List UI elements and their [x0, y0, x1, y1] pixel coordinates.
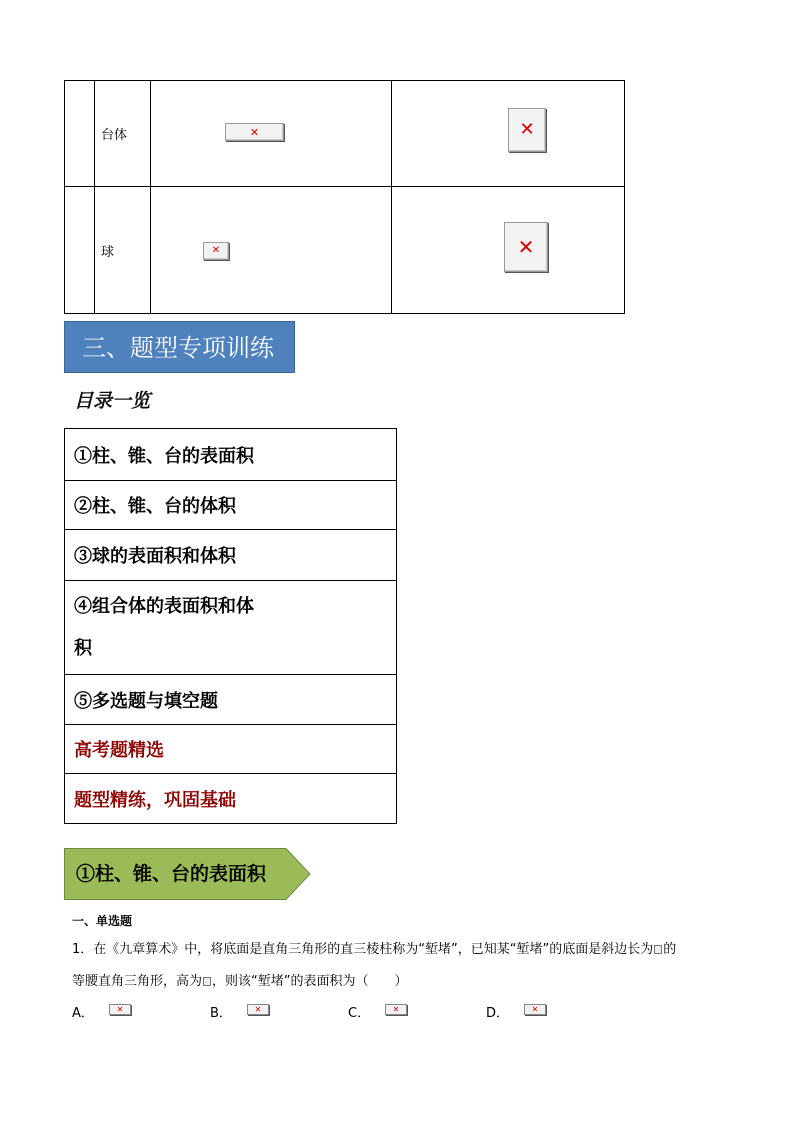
toc-label: 目录一览	[74, 390, 151, 412]
topic-banner-label: ①柱、锥、台的表面积	[76, 863, 267, 885]
question-text-line	[72, 970, 408, 989]
toc-item-label: ①柱、锥、台的表面积	[74, 445, 254, 467]
broken-image-icon	[654, 945, 662, 954]
question-text: 1．在《九章算术》中，将底面是直角三角形的直三棱柱称为“堑堵”，已知某“堑堵”的底面是斜边长为	[72, 942, 654, 957]
topic-banner	[64, 848, 311, 900]
toc-item[interactable]	[65, 530, 396, 581]
figure-cell	[392, 187, 625, 314]
toc-item[interactable]	[65, 581, 396, 675]
broken-image-icon[interactable]: ✕	[109, 1004, 131, 1015]
option-d-label: D．	[486, 1006, 510, 1021]
table-row	[65, 81, 625, 187]
question-type-heading: 一、单选题	[72, 914, 133, 928]
toc-item-label: 高考题精选	[74, 740, 164, 761]
broken-image-icon[interactable]: ✕	[524, 1004, 546, 1015]
row-name-cell: 球	[95, 187, 151, 314]
toc-item-label-continued: 积	[74, 637, 92, 659]
formula-table	[64, 80, 625, 314]
option-a-label: A．	[72, 1006, 94, 1021]
broken-image-icon: ✕	[225, 123, 284, 141]
table-merged-cell	[65, 187, 95, 314]
question-text: 等腰直角三角形，高为	[72, 974, 203, 989]
option-b-label: B．	[210, 1006, 232, 1021]
question-text: 的	[663, 942, 677, 957]
broken-image-icon[interactable]: ✕	[247, 1004, 269, 1015]
broken-image-icon: ✕	[504, 222, 548, 272]
option-c-label: C．	[348, 1006, 371, 1021]
section-heading: 三、题型专项训练	[64, 321, 295, 373]
row-name-cell: 台体	[95, 81, 151, 187]
toc-item[interactable]	[65, 429, 396, 481]
question-text-line	[72, 938, 676, 957]
formula-cell	[151, 187, 392, 314]
broken-image-icon: ✕	[203, 242, 229, 260]
toc-item-label: ⑤多选题与填空题	[74, 690, 218, 712]
broken-image-icon: ✕	[508, 108, 546, 152]
toc-item-label: ④组合体的表面积和体	[74, 595, 254, 617]
question-text: ，则该“堑堵”的表面积为（ ）	[212, 974, 408, 989]
broken-image-icon	[203, 977, 211, 986]
broken-image-icon[interactable]: ✕	[385, 1004, 407, 1015]
toc-list	[64, 428, 397, 824]
toc-item[interactable]	[65, 774, 396, 823]
figure-cell	[392, 81, 625, 187]
toc-item-label: 题型精练，巩固基础	[74, 789, 236, 811]
formula-cell	[151, 81, 392, 187]
toc-item[interactable]	[65, 675, 396, 725]
toc-item[interactable]	[65, 725, 396, 774]
table-row	[65, 187, 625, 314]
table-merged-cell	[65, 81, 95, 187]
toc-item-label: ②柱、锥、台的体积	[74, 496, 236, 517]
toc-item-label: ③球的表面积和体积	[74, 546, 236, 567]
toc-item[interactable]	[65, 481, 396, 530]
